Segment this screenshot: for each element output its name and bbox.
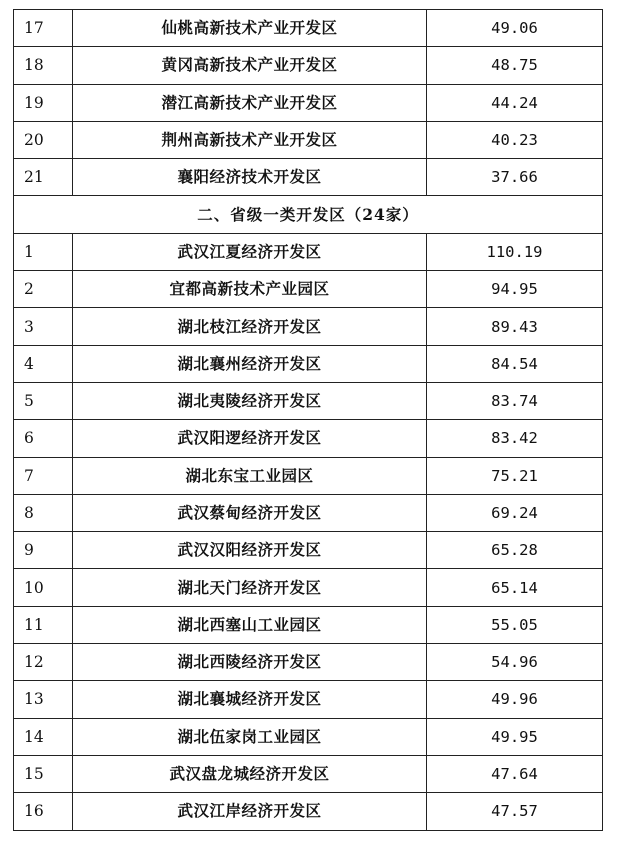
rank-cell: 3 (14, 308, 73, 345)
rank-cell: 1 (14, 233, 73, 270)
rank-cell: 21 (14, 159, 73, 196)
table-row (14, 308, 603, 345)
zone-name-cell: 湖北伍家岗工业园区 (73, 718, 427, 755)
section-heading: 二、省级一类开发区（24家） (14, 196, 603, 233)
score-cell: 47.57 (427, 793, 603, 830)
zone-name-cell: 武汉阳逻经济开发区 (73, 420, 427, 457)
score-cell: 89.43 (427, 308, 603, 345)
zone-name-cell: 湖北西塞山工业园区 (73, 606, 427, 643)
table-row (14, 121, 603, 158)
table-row (14, 159, 603, 196)
score-cell: 84.54 (427, 345, 603, 382)
score-cell: 110.19 (427, 233, 603, 270)
score-cell: 83.74 (427, 382, 603, 419)
zone-name-cell: 湖北天门经济开发区 (73, 569, 427, 606)
zone-name-cell: 黄冈高新技术产业开发区 (73, 47, 427, 84)
rank-cell: 11 (14, 606, 73, 643)
score-cell: 65.14 (427, 569, 603, 606)
score-cell: 65.28 (427, 532, 603, 569)
rank-cell: 6 (14, 420, 73, 457)
table-row (14, 793, 603, 830)
score-cell: 49.96 (427, 681, 603, 718)
rank-cell: 7 (14, 457, 73, 494)
zone-name-cell: 潜江高新技术产业开发区 (73, 84, 427, 121)
rank-cell: 2 (14, 271, 73, 308)
zone-name-cell: 襄阳经济技术开发区 (73, 159, 427, 196)
zone-name-cell: 荆州高新技术产业开发区 (73, 121, 427, 158)
table-row (14, 420, 603, 457)
table-row (14, 10, 603, 47)
ranking-table (13, 9, 603, 831)
zone-name-cell: 湖北襄州经济开发区 (73, 345, 427, 382)
table-row (14, 345, 603, 382)
rank-cell: 19 (14, 84, 73, 121)
table-row (14, 644, 603, 681)
zone-name-cell: 湖北东宝工业园区 (73, 457, 427, 494)
rank-cell: 17 (14, 10, 73, 47)
rank-cell: 5 (14, 382, 73, 419)
rank-cell: 4 (14, 345, 73, 382)
score-cell: 49.06 (427, 10, 603, 47)
rank-cell: 8 (14, 494, 73, 531)
score-cell: 75.21 (427, 457, 603, 494)
table-row (14, 494, 603, 531)
table-row (14, 84, 603, 121)
zone-name-cell: 宜都高新技术产业园区 (73, 271, 427, 308)
rank-cell: 10 (14, 569, 73, 606)
zone-name-cell: 武汉蔡甸经济开发区 (73, 494, 427, 531)
rank-cell: 15 (14, 755, 73, 792)
table-row (14, 718, 603, 755)
score-cell: 49.95 (427, 718, 603, 755)
zone-name-cell: 湖北襄城经济开发区 (73, 681, 427, 718)
rank-cell: 9 (14, 532, 73, 569)
table-row (14, 382, 603, 419)
table-row (14, 606, 603, 643)
section-heading-row (14, 196, 603, 233)
table-row (14, 233, 603, 270)
zone-name-cell: 湖北夷陵经济开发区 (73, 382, 427, 419)
zone-name-cell: 武汉江岸经济开发区 (73, 793, 427, 830)
score-cell: 55.05 (427, 606, 603, 643)
score-cell: 48.75 (427, 47, 603, 84)
table-row (14, 681, 603, 718)
score-cell: 94.95 (427, 271, 603, 308)
table-row (14, 532, 603, 569)
zone-name-cell: 湖北枝江经济开发区 (73, 308, 427, 345)
score-cell: 83.42 (427, 420, 603, 457)
table-row (14, 569, 603, 606)
score-cell: 69.24 (427, 494, 603, 531)
zone-name-cell: 湖北西陵经济开发区 (73, 644, 427, 681)
ranking-table-body (14, 10, 603, 831)
zone-name-cell: 仙桃高新技术产业开发区 (73, 10, 427, 47)
rank-cell: 12 (14, 644, 73, 681)
rank-cell: 20 (14, 121, 73, 158)
rank-cell: 14 (14, 718, 73, 755)
score-cell: 54.96 (427, 644, 603, 681)
score-cell: 37.66 (427, 159, 603, 196)
rank-cell: 18 (14, 47, 73, 84)
rank-cell: 13 (14, 681, 73, 718)
zone-name-cell: 武汉汉阳经济开发区 (73, 532, 427, 569)
score-cell: 40.23 (427, 121, 603, 158)
zone-name-cell: 武汉江夏经济开发区 (73, 233, 427, 270)
table-row (14, 457, 603, 494)
score-cell: 44.24 (427, 84, 603, 121)
score-cell: 47.64 (427, 755, 603, 792)
table-row (14, 755, 603, 792)
table-row (14, 47, 603, 84)
zone-name-cell: 武汉盘龙城经济开发区 (73, 755, 427, 792)
rank-cell: 16 (14, 793, 73, 830)
table-row (14, 271, 603, 308)
